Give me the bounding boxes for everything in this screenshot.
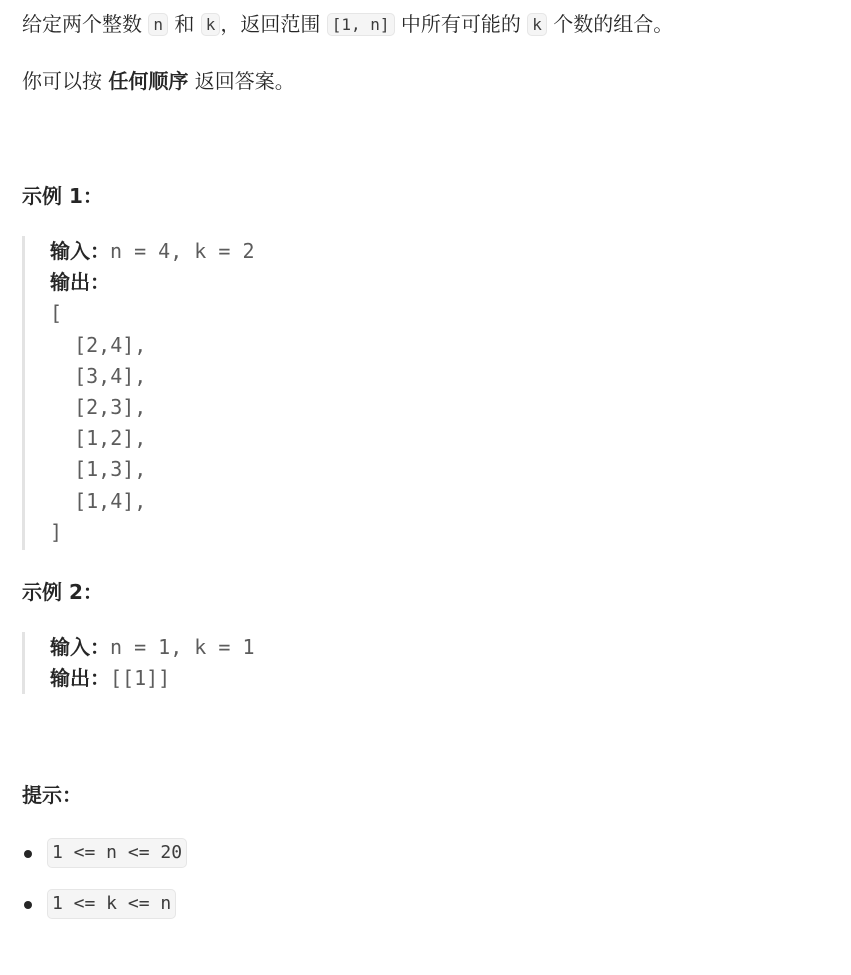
- bullet-icon: [24, 850, 32, 858]
- output-line: [1,4],: [50, 488, 147, 513]
- emphasis-any-order: 任何顺序: [108, 69, 189, 93]
- description-paragraph-2: [22, 66, 295, 96]
- output-label: 输出：: [50, 666, 110, 691]
- text-segment: 你可以按: [22, 69, 109, 93]
- inline-code-range: [1, n]: [327, 13, 395, 36]
- list-item: [22, 838, 187, 889]
- output-line: [1,2],: [50, 426, 147, 451]
- hints-title: 提示：: [22, 783, 82, 807]
- text-segment: 和: [168, 12, 201, 36]
- list-item: [22, 889, 187, 940]
- example-2-title: 示例 2：: [22, 580, 103, 604]
- example-2-input-line: [50, 632, 255, 663]
- example-2-output-line: [50, 663, 255, 694]
- text-segment: 中所有可能的: [394, 12, 528, 36]
- example-1-output-line: [50, 267, 255, 298]
- output-line: [: [50, 301, 63, 326]
- output-line: ]: [50, 519, 63, 544]
- example-1-block: [22, 236, 255, 550]
- example-1-input-line: [50, 236, 255, 267]
- description-paragraph-1: [22, 9, 673, 40]
- example-2-block: [22, 632, 255, 694]
- output-line: [3,4],: [50, 363, 147, 388]
- input-label: 输入：: [50, 635, 110, 659]
- inline-code-k-2: k: [527, 13, 547, 36]
- bullet-icon: [24, 901, 32, 909]
- input-value: n = 1, k = 1: [110, 635, 255, 659]
- output-label: 输出：: [50, 270, 110, 295]
- text-segment: ，返回范围: [220, 12, 327, 36]
- inline-code-n: n: [148, 13, 168, 36]
- output-line: [2,3],: [50, 394, 147, 419]
- text-segment: 个数的组合。: [546, 12, 674, 36]
- input-value: n = 4, k = 2: [110, 239, 255, 263]
- hint-code: 1 <= k <= n: [47, 889, 176, 919]
- hints-list: [22, 838, 187, 940]
- inline-code-k: k: [201, 13, 221, 36]
- example-1-title: 示例 1：: [22, 184, 103, 208]
- output-line: [1,3],: [50, 457, 147, 482]
- output-value: [[1]]: [110, 666, 171, 691]
- text-segment: 给定两个整数: [22, 12, 149, 36]
- text-segment: 返回答案。: [188, 69, 295, 93]
- hint-code: 1 <= n <= 20: [47, 838, 187, 868]
- input-label: 输入：: [50, 239, 110, 263]
- output-line: [2,4],: [50, 332, 147, 357]
